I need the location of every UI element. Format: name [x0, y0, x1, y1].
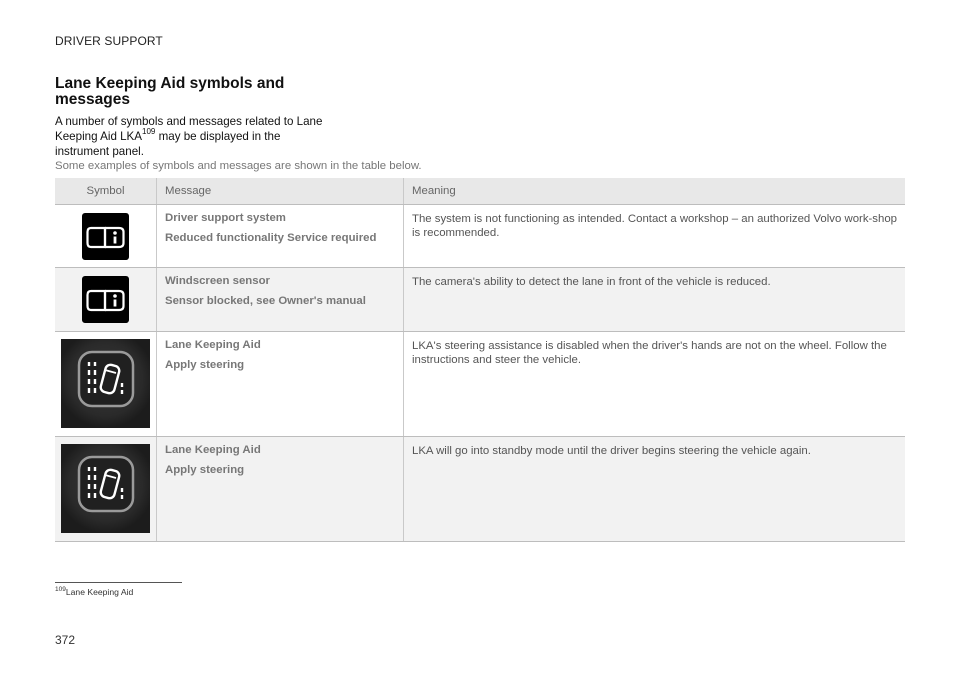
symbol-cell	[55, 268, 157, 332]
driver-support-info-icon	[82, 213, 129, 260]
message-title: Driver support system	[165, 212, 286, 224]
footnote-divider	[55, 582, 182, 583]
message-cell	[157, 205, 404, 268]
message-detail: Reduced functionality Service required	[165, 232, 377, 244]
footnote-text: Lane Keeping Aid	[65, 586, 134, 597]
footnote-reference[interactable]: 109	[142, 127, 156, 137]
meaning-cell: LKA's steering assistance is disabled when the driver's hands are not on the wheel. Follow the instructions and steer the vehicle.	[404, 332, 906, 437]
footnote-number: 109	[55, 586, 66, 593]
symbol-cell	[55, 437, 157, 542]
meaning-cell: LKA will go into standby mode until the driver begins steering the vehicle again.	[404, 437, 906, 542]
table-row	[55, 205, 905, 268]
table-header-row	[55, 178, 905, 205]
table-row	[55, 332, 905, 437]
table-row	[55, 268, 905, 332]
intro-text-end: may be displayed in the instrument panel.	[55, 130, 281, 158]
message-cell	[157, 268, 404, 332]
column-header-meaning: Meaning	[404, 178, 906, 205]
symbol-cell	[55, 332, 157, 437]
symbols-table	[55, 178, 905, 542]
column-header-message: Message	[157, 178, 404, 205]
driver-support-info-icon	[82, 276, 129, 323]
intro-text: A number of symbols and messages related to Lane Keeping Aid LKA	[55, 115, 323, 143]
column-header-symbol: Symbol	[55, 178, 157, 205]
message-title: Lane Keeping Aid	[165, 339, 261, 351]
symbol-cell	[55, 205, 157, 268]
footnote	[55, 586, 133, 597]
message-cell	[157, 332, 404, 437]
table-row	[55, 437, 905, 542]
message-detail: Apply steering	[165, 359, 245, 371]
running-header: DRIVER SUPPORT	[55, 34, 163, 48]
lane-keeping-steering-icon	[61, 339, 150, 428]
meaning-cell: The camera's ability to detect the lane in front of the vehicle is reduced.	[404, 268, 906, 332]
page-number: 372	[55, 633, 76, 647]
message-title: Windscreen sensor	[165, 275, 270, 287]
message-title: Lane Keeping Aid	[165, 444, 261, 456]
lane-keeping-steering-icon	[61, 444, 150, 533]
message-cell	[157, 437, 404, 542]
intro-paragraph	[55, 114, 325, 159]
table-note: Some examples of symbols and messages are shown in the table below.	[55, 160, 422, 172]
message-detail: Apply steering	[165, 464, 245, 476]
meaning-cell: The system is not functioning as intended. Contact a workshop – an authorized Volvo work-shop is recommended.	[404, 205, 906, 268]
section-title: Lane Keeping Aid symbols and messages	[55, 75, 285, 108]
message-detail: Sensor blocked, see Owner's manual	[165, 295, 366, 307]
